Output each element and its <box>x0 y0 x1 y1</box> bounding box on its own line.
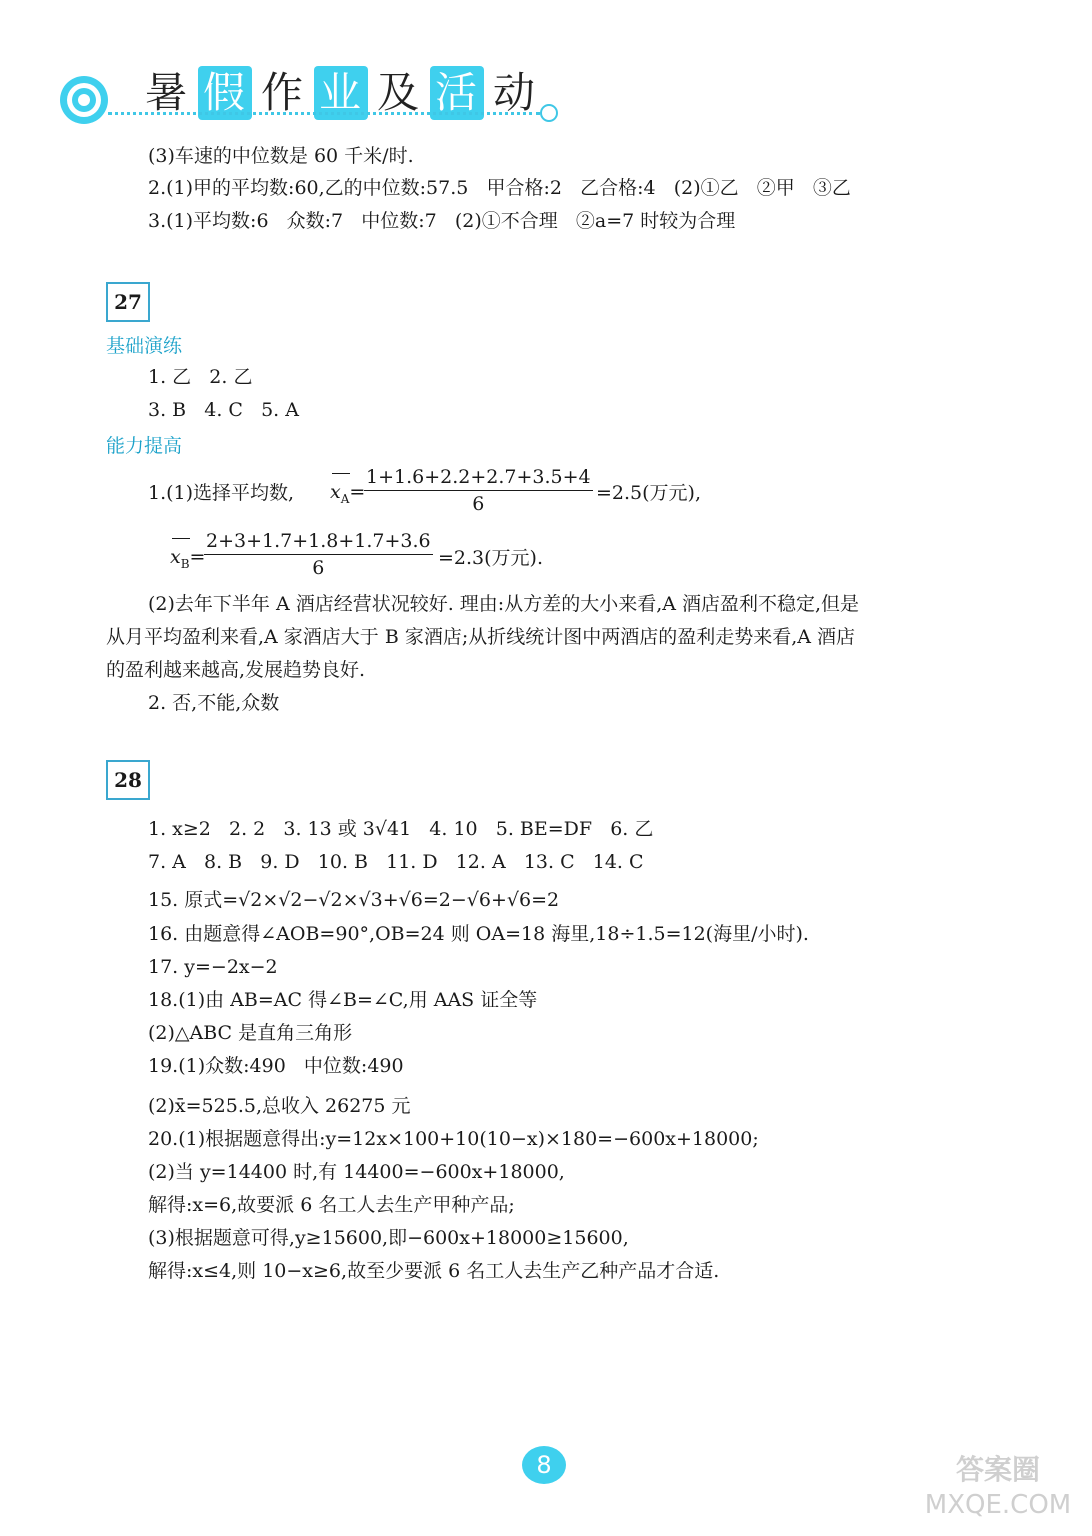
header-rings-icon <box>58 74 110 126</box>
answer-line: 16. 由题意得∠AOB=90°,OB=24 则 OA=18 海里,18÷1.5=12(海里/小时). <box>148 923 809 945</box>
answer-line: 15. 原式=√2×√2−√2×√3+√6=2−√6+√6=2 <box>148 889 560 911</box>
answer-line: =2.5(万元), <box>596 482 702 504</box>
watermark-logo: 答案圈 MXQE.COM <box>924 1453 1072 1520</box>
title-char: 假 <box>198 66 252 120</box>
answer-line: (3)根据题意可得,y≥15600,即−600x+18000≥15600, <box>148 1227 629 1249</box>
answer-line: 20.(1)根据题意得出:y=12x×100+10(10−x)×180=−600x+18000; <box>148 1128 759 1150</box>
answer-line: (3)车速的中位数是 60 千米/时. <box>148 145 414 167</box>
section-number-box: 27 <box>106 282 150 322</box>
answer-line: 3. B 4. C 5. A <box>148 399 299 421</box>
answer-line: =2.3(万元). <box>438 547 544 569</box>
answer-line: 1.(1)选择平均数, <box>148 482 295 504</box>
header-dotted-line <box>108 112 540 115</box>
answer-line: 17. y=−2x−2 <box>148 956 278 978</box>
section-number-box: 28 <box>106 760 150 800</box>
title-char: 业 <box>314 66 368 120</box>
answer-line: 解得:x=6,故要派 6 名工人去生产甲种产品; <box>148 1194 515 1216</box>
answer-line: (2)x̄=525.5,总收入 26275 元 <box>148 1095 411 1117</box>
section-heading-basic: 基础演练 <box>106 335 183 357</box>
section-heading-ability: 能力提高 <box>106 435 183 457</box>
title-char: 及 <box>376 68 421 117</box>
answer-line: 3.(1)平均数:6 众数:7 中位数:7 (2)①不合理 ②a=7 时较为合理 <box>148 210 736 232</box>
mean-symbol-b: $x_B=$ <box>170 546 205 571</box>
fraction-denominator: 6 <box>472 493 485 515</box>
answer-line: 解得:x≤4,则 10−x≥6,故至少要派 6 名工人去生产乙种产品才合适. <box>148 1260 720 1282</box>
title-char: 动 <box>492 68 537 117</box>
fraction-mean-a <box>364 466 593 515</box>
answer-line: 1. 乙 2. 乙 <box>148 366 253 388</box>
page-number: 8 <box>522 1446 566 1484</box>
fraction-mean-b <box>204 530 433 579</box>
answer-line: 19.(1)众数:490 中位数:490 <box>148 1055 404 1077</box>
header-line-end-dot <box>540 104 558 122</box>
answer-line: 的盈利越来越高,发展趋势良好. <box>106 659 366 681</box>
answer-line: 2. 否,不能,众数 <box>148 692 280 714</box>
mean-symbol-a: $x_A=$ <box>330 481 365 506</box>
fraction-denominator: 6 <box>312 557 325 579</box>
answer-line: 1. x≥2 2. 2 3. 13 或 3√41 4. 10 5. BE=DF 6. 乙 <box>148 818 654 840</box>
title-char: 暑 <box>144 68 189 117</box>
fraction-numerator: 1+1.6+2.2+2.7+3.5+4 <box>364 466 593 491</box>
fraction-numerator: 2+3+1.7+1.8+1.7+3.6 <box>204 530 433 555</box>
answer-line: 18.(1)由 AB=AC 得∠B=∠C,用 AAS 证全等 <box>148 989 538 1011</box>
title-char: 活 <box>430 66 484 120</box>
answer-line: 2.(1)甲的平均数:60,乙的中位数:57.5 甲合格:2 乙合格:4 (2)①乙 ②甲 ③乙 <box>148 177 851 199</box>
answer-line: 从月平均盈利来看,A 家酒店大于 B 家酒店;从折线统计图中两酒店的盈利走势来看,A 酒店 <box>106 626 856 648</box>
title-char: 作 <box>260 68 305 117</box>
answer-line: 7. A 8. B 9. D 10. B 11. D 12. A 13. C 14. C <box>148 851 644 873</box>
answer-line: (2)△ABC 是直角三角形 <box>148 1022 353 1044</box>
answer-line: (2)当 y=14400 时,有 14400=−600x+18000, <box>148 1161 565 1183</box>
answer-line: (2)去年下半年 A 酒店经营状况较好. 理由:从方差的大小来看,A 酒店盈利不稳定,但是 <box>148 593 860 615</box>
